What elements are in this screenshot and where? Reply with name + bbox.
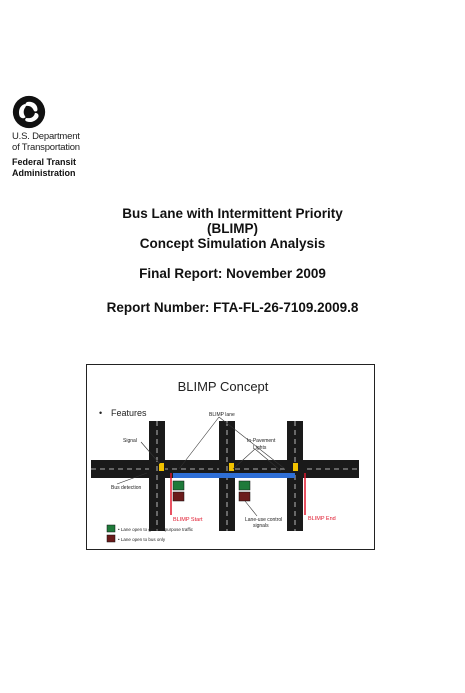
- blimp-diagram: [87, 365, 376, 551]
- department-line1: U.S. Department: [12, 131, 80, 142]
- lane-control-red-1: [173, 492, 184, 501]
- label-lane-use-control: Lane-use control: [245, 517, 283, 523]
- department-line2: of Transportation: [12, 142, 80, 153]
- label-blimp-start: BLIMP Start: [173, 517, 203, 523]
- lane-control-green-1: [173, 481, 184, 490]
- dot-triskelion-icon: [12, 95, 46, 129]
- legend-general-traffic: • Lane open to general purpose traffic: [118, 527, 194, 532]
- signal-head-1: [159, 463, 164, 471]
- blimp-concept-figure: [86, 364, 375, 550]
- lane-control-red-2: [239, 492, 250, 501]
- label-in-pavement: In-Pavement: [247, 438, 276, 444]
- title-line1: Bus Lane with Intermittent Priority: [122, 206, 343, 221]
- figure-title: BLIMP Concept: [177, 379, 269, 394]
- agency-line2: Administration: [12, 168, 76, 178]
- report-date: Final Report: November 2009: [139, 266, 326, 281]
- legend-swatch-general: [107, 525, 115, 532]
- blimp-lane-segment: [173, 473, 295, 478]
- dot-logo-block: [12, 95, 132, 185]
- report-title: [0, 206, 465, 251]
- label-blimp-end: BLIMP End: [308, 516, 336, 522]
- agency-name: [12, 157, 76, 179]
- title-line3: Concept Simulation Analysis: [139, 236, 326, 251]
- label-lights: Lights: [253, 445, 267, 451]
- features-bullet: Features: [111, 408, 147, 418]
- lane-control-green-2: [239, 481, 250, 490]
- department-name: [12, 131, 80, 153]
- legend-bus-only: • Lane open to bus only: [118, 537, 166, 542]
- signal-head-2: [229, 463, 234, 471]
- label-blimp-lane: BLIMP lane: [209, 412, 235, 418]
- label-signals: signals: [253, 523, 269, 529]
- signal-head-3: [293, 463, 298, 471]
- features-bullet-dot: •: [99, 408, 103, 418]
- agency-line1: Federal Transit: [12, 157, 77, 167]
- title-line2: (BLIMP): [207, 221, 258, 236]
- label-bus-detection: Bus detection: [111, 485, 142, 491]
- label-signal: Signal: [123, 438, 137, 444]
- legend-swatch-bus: [107, 535, 115, 542]
- report-number: Report Number: FTA-FL-26-7109.2009.8: [106, 300, 359, 315]
